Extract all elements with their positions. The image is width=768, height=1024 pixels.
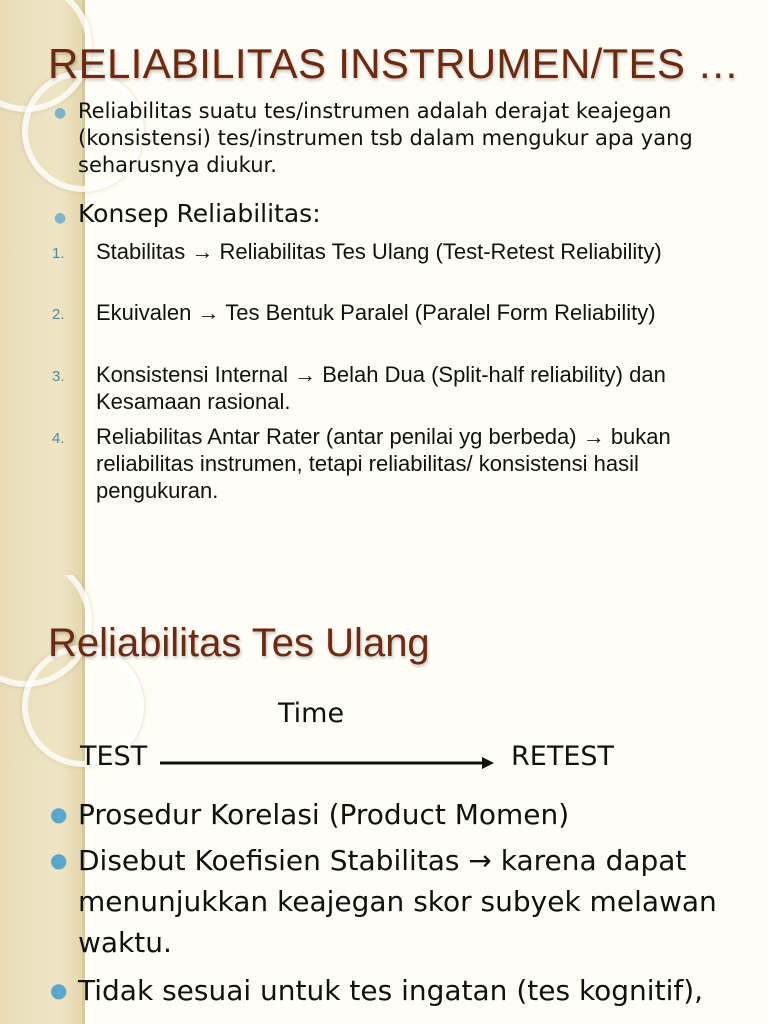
- item-text: Ekuivalen → Tes Bentuk Paralel (Paralel Form Reliability): [96, 300, 656, 325]
- bullet-item: [54, 98, 748, 179]
- slide-title: RELIABILITAS INSTRUMEN/TES …: [48, 40, 740, 87]
- item-text: Konsistensi Internal → Belah Dua (Split-half reliability) dan Kesamaan rasional.: [96, 362, 666, 414]
- bullet-icon: ●: [54, 210, 67, 226]
- bullet-icon: ●: [50, 978, 68, 1002]
- bullet-icon: ●: [54, 105, 67, 121]
- bullet-text: Konsep Reliabilitas:: [78, 199, 321, 228]
- item-number: 4.: [52, 430, 65, 447]
- item-text: Stabilitas → Reliabilitas Tes Ulang (Test-Retest Reliability): [96, 239, 662, 264]
- diagram-retest-label: RETEST: [511, 741, 615, 772]
- bullet-text: Disebut Koefisien Stabilitas → karena dapat menunjukkan keajegan skor subyek melawan waktu.: [78, 844, 717, 959]
- bullet-item: [54, 198, 748, 234]
- bullet-text: Tidak sesuai untuk tes ingatan (tes kognitif),: [78, 974, 704, 1007]
- item-number: 3.: [52, 368, 65, 385]
- numbered-item: [52, 423, 738, 504]
- item-text: Reliabilitas Antar Rater (antar penilai yg berbeda) → bukan reliabilitas instrumen, tetapi reliabilitas/ konsistensi hasil pengukuran.: [96, 424, 671, 503]
- item-number: 2.: [52, 306, 65, 323]
- diagram-test-label: TEST: [80, 741, 148, 772]
- bullet-text: Prosedur Korelasi (Product Momen): [78, 798, 570, 831]
- bullet-item: [50, 840, 748, 963]
- slide-2: [0, 575, 768, 1024]
- bullet-item: [50, 970, 748, 1011]
- time-arrow-icon: [160, 755, 496, 771]
- slide-title: Reliabilitas Tes Ulang: [48, 621, 430, 665]
- diagram-time-label: Time: [278, 698, 345, 729]
- bullet-text: Reliabilitas suatu tes/instrumen adalah derajat keajegan (konsistensi) tes/instrumen tsb dalam mengukur apa yang seharusnya diukur.: [78, 99, 693, 177]
- item-number: 1.: [52, 245, 65, 262]
- numbered-item: [52, 361, 738, 415]
- numbered-item: [52, 238, 738, 267]
- bullet-icon: ●: [50, 802, 68, 826]
- bullet-icon: ●: [50, 848, 68, 872]
- numbered-item: [52, 299, 738, 328]
- bullet-item: [50, 794, 748, 835]
